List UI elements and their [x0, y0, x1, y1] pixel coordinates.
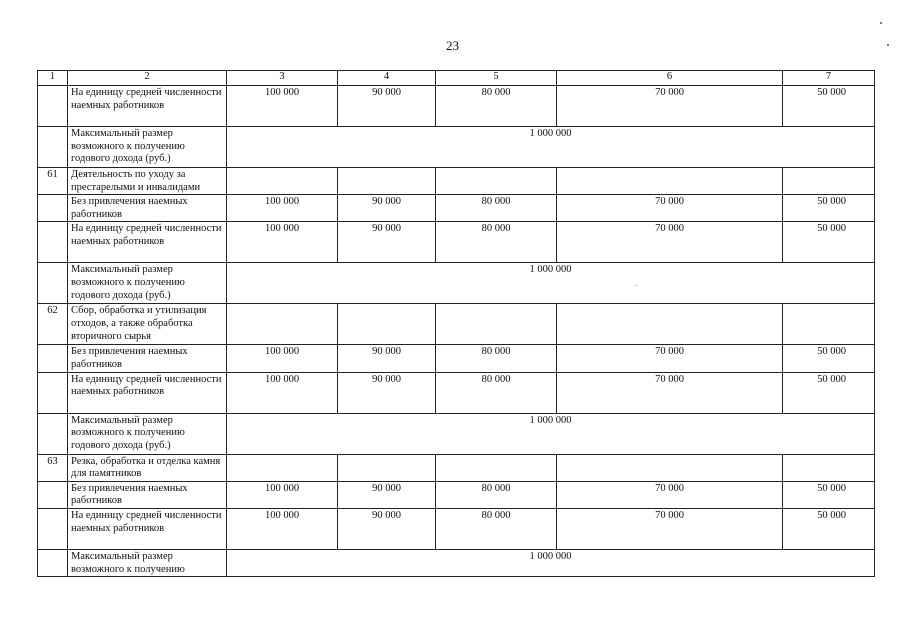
- value-cell: 90 000: [338, 195, 436, 222]
- value-cell: 70 000: [557, 86, 783, 127]
- table-row: [38, 127, 875, 168]
- max-income-cell: 1 000 000: [227, 549, 875, 576]
- empty-cell: [557, 304, 783, 345]
- value-cell: 50 000: [783, 508, 875, 549]
- row-number: [38, 413, 68, 454]
- row-number: [38, 508, 68, 549]
- page-number: 23: [446, 38, 459, 53]
- empty-cell: [436, 168, 557, 195]
- table-row: [38, 413, 875, 454]
- value-cell: 50 000: [783, 86, 875, 127]
- header-col-7: 7: [783, 71, 875, 86]
- table-row: [38, 549, 875, 576]
- row-label: Без привлечения наемных работников: [68, 481, 227, 508]
- value-cell: 70 000: [557, 345, 783, 372]
- header-col-1: 1: [38, 71, 68, 86]
- table-row: [38, 195, 875, 222]
- header-col-3: 3: [227, 71, 338, 86]
- value-cell: 80 000: [436, 195, 557, 222]
- max-income-cell: 1 000 000: [227, 127, 875, 168]
- value-cell: 100 000: [227, 372, 338, 413]
- value-cell: 80 000: [436, 86, 557, 127]
- value-cell: 70 000: [557, 481, 783, 508]
- table-row: [38, 508, 875, 549]
- scan-speck: [887, 44, 889, 46]
- empty-cell: [227, 454, 338, 481]
- row-label: Максимальный размер возможного к получению годового дохода (руб.): [68, 127, 227, 168]
- table-row: [38, 304, 875, 345]
- value-cell: 80 000: [436, 508, 557, 549]
- row-number: [38, 195, 68, 222]
- value-cell: 50 000: [783, 372, 875, 413]
- header-col-2: 2: [68, 71, 227, 86]
- row-number: 63: [38, 454, 68, 481]
- empty-cell: [557, 168, 783, 195]
- row-number: 62: [38, 304, 68, 345]
- max-income-cell: 1 000 000: [227, 263, 875, 304]
- value-cell: 90 000: [338, 222, 436, 263]
- table-row: [38, 263, 875, 304]
- value-cell: 70 000: [557, 508, 783, 549]
- value-cell: 80 000: [436, 345, 557, 372]
- scan-speck: [636, 285, 637, 286]
- row-label: Сбор, обработка и утилизация отходов, а также обработка вторичного сырья: [68, 304, 227, 345]
- table-body: [38, 71, 875, 577]
- table-row: [38, 222, 875, 263]
- value-cell: 50 000: [783, 222, 875, 263]
- row-label: На единицу средней численности наемных работников: [68, 86, 227, 127]
- value-cell: 90 000: [338, 372, 436, 413]
- row-number: [38, 481, 68, 508]
- empty-cell: [338, 304, 436, 345]
- header-col-6: 6: [557, 71, 783, 86]
- value-cell: 80 000: [436, 481, 557, 508]
- value-cell: 50 000: [783, 345, 875, 372]
- row-label: Максимальный размер возможного к получению годового дохода (руб.): [68, 263, 227, 304]
- row-number: [38, 222, 68, 263]
- empty-cell: [436, 304, 557, 345]
- row-label: На единицу средней численности наемных работников: [68, 508, 227, 549]
- value-cell: 50 000: [783, 195, 875, 222]
- value-cell: 100 000: [227, 222, 338, 263]
- value-cell: 90 000: [338, 86, 436, 127]
- value-cell: 80 000: [436, 222, 557, 263]
- value-cell: 70 000: [557, 195, 783, 222]
- row-number: 61: [38, 168, 68, 195]
- header-row: [38, 71, 875, 86]
- value-cell: 100 000: [227, 195, 338, 222]
- row-label: Максимальный размер возможного к получению годового дохода (руб.): [68, 413, 227, 454]
- value-cell: 90 000: [338, 481, 436, 508]
- value-cell: 50 000: [783, 481, 875, 508]
- row-label: Без привлечения наемных работников: [68, 195, 227, 222]
- empty-cell: [436, 454, 557, 481]
- value-cell: 90 000: [338, 345, 436, 372]
- value-cell: 70 000: [557, 372, 783, 413]
- value-cell: 70 000: [557, 222, 783, 263]
- row-number: [38, 127, 68, 168]
- max-income-cell: 1 000 000: [227, 413, 875, 454]
- empty-cell: [783, 454, 875, 481]
- table-row: [38, 454, 875, 481]
- table-row: [38, 345, 875, 372]
- row-number: [38, 345, 68, 372]
- empty-cell: [338, 454, 436, 481]
- table-row: [38, 481, 875, 508]
- value-cell: 80 000: [436, 372, 557, 413]
- table-row: [38, 372, 875, 413]
- value-cell: 100 000: [227, 86, 338, 127]
- empty-cell: [338, 168, 436, 195]
- scan-speck: [880, 22, 882, 24]
- header-col-5: 5: [436, 71, 557, 86]
- value-cell: 100 000: [227, 345, 338, 372]
- income-table: [37, 70, 875, 577]
- row-label: Деятельность по уходу за престарелыми и инвалидами: [68, 168, 227, 195]
- empty-cell: [783, 304, 875, 345]
- row-label: На единицу средней численности наемных работников: [68, 372, 227, 413]
- row-number: [38, 263, 68, 304]
- empty-cell: [557, 454, 783, 481]
- row-label: На единицу средней численности наемных работников: [68, 222, 227, 263]
- row-number: [38, 549, 68, 576]
- table-row: [38, 86, 875, 127]
- row-label: Без привлечения наемных работников: [68, 345, 227, 372]
- row-number: [38, 372, 68, 413]
- empty-cell: [227, 168, 338, 195]
- value-cell: 100 000: [227, 481, 338, 508]
- value-cell: 100 000: [227, 508, 338, 549]
- row-label: Максимальный размер возможного к получению: [68, 549, 227, 576]
- empty-cell: [227, 304, 338, 345]
- header-col-4: 4: [338, 71, 436, 86]
- value-cell: 90 000: [338, 508, 436, 549]
- row-number: [38, 86, 68, 127]
- table-row: [38, 168, 875, 195]
- row-label: Резка, обработка и отделка камня для памятников: [68, 454, 227, 481]
- empty-cell: [783, 168, 875, 195]
